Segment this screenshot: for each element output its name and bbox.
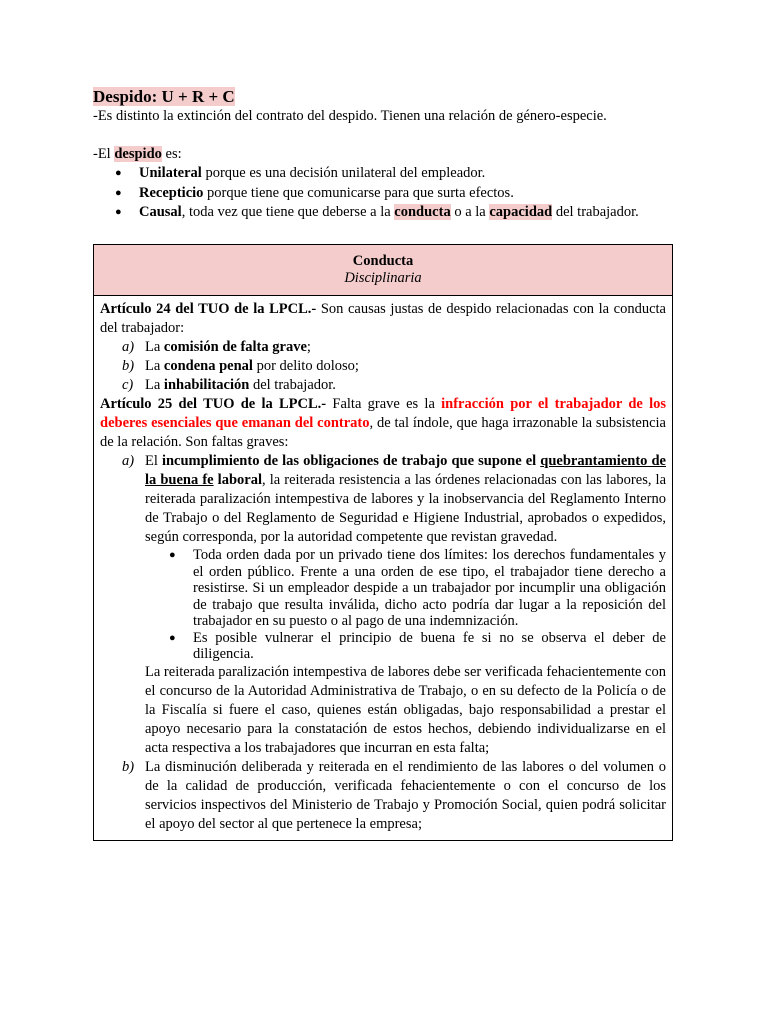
list-item: ● Recepticio porque tiene que comunicarse para que surta efectos.: [93, 184, 675, 204]
despido-bullet-list: [93, 164, 675, 223]
page-title: Despido: U + R + C: [93, 87, 235, 106]
list-item: ● Causal, toda vez que tiene que deberse a la conducta o a la capacidad del trabajador.: [93, 203, 675, 223]
table-header: [94, 245, 672, 296]
item-a-tail: La reiterada paralización intempestiva de labores debe ser verificada fehacientemente con el concurso de la Autoridad Administrativa de Trabajo, o en su defecto de la Policía o de la Fiscalía si fuere el caso, quienes están obligadas, bajo responsabilidad a prestar el apoyo necesario para la constatación de estos hechos, debiendo individualizarse en el acta respectiva a los trabajadores que incurran en esta falta;: [145, 663, 666, 756]
list-item: b) La condena penal por delito doloso;: [122, 358, 359, 374]
document-page: [93, 86, 675, 223]
art24-paragraph: Artículo 24 del TUO de la LPCL.- Son causas justas de despido relacionadas con la conducta del trabajador:: [100, 301, 666, 336]
list-item: ● Unilateral porque es una decisión unilateral del empleador.: [93, 164, 675, 184]
art25-list: [100, 452, 666, 834]
bullet-icon: ●: [115, 206, 122, 218]
list-item: c) La inhabilitación del trabajador.: [122, 377, 336, 393]
intro-line: -Es distinto la extinción del contrato del despido. Tienen una relación de género-especie.: [93, 108, 607, 124]
list-item: b) La disminución deliberada y reiterada en el rendimiento de las labores o del volumen o de la calidad de producción, verificada fehacientemente o con el concurso de los servicios inspectivos del Ministerio de Trabajo y Promoción Social, quien podrá solicitar el apoyo del sector al que pertenece la empresa;: [122, 758, 666, 832]
el-despido-line: -El despido es:: [93, 146, 182, 162]
note-list: [145, 547, 666, 663]
table-body: [94, 296, 672, 840]
bullet-icon: ●: [169, 631, 176, 644]
list-item: a) La comisión de falta grave;: [122, 339, 311, 355]
art25-paragraph: Artículo 25 del TUO de la LPCL.- Falta grave es la infracción por el trabajador de los deberes esenciales que emanan del contrato, de tal índole, que haga irrazonable la subsistencia de la relación. Son faltas graves:: [100, 396, 666, 450]
bullet-icon: ●: [169, 549, 176, 561]
note-item: ● Es posible vulnerar el principio de buena fe si no se observa el deber de diligencia.: [169, 629, 666, 662]
art24-list: [100, 338, 666, 395]
list-item: a) El incumplimiento de las obligaciones de trabajo que supone el quebrantamiento de la buena fe laboral, la reiterada resistencia a las órdenes relacionadas con las labores, la reiterada paralización intempestiva de labores y la inobservancia del Reglamento Interno de Trabajo o del Reglamento de Seguridad e Higiene Industrial, aprobados o expedidos, según corresponda, por la autoridad competente que revistan gravedad. ● Toda orden dada por un privado tiene dos límites: los derechos fundamentales y el orden público. Frente a una orden de ese tipo, el trabajador tiene derecho a resistirse. Si un empleador despide a un trabajador por incumplir una obligación de trabajo que resulta inválida, dicho acto podría dar lugar a la reposición del trabajador en su puesto o al pago de una indemnización. ● Es posible vulnerar el principio de buena fe si no se observa el deber de diligencia. La reiterada paralización intempestiva de labores debe ser verificada fehacientemente con el concurso de la Autoridad Administrativa de Trabajo, o en su defecto de la Policía o de la Fiscalía si fuere el caso, quienes están obligadas, bajo responsabilidad a prestar el apoyo necesario para la constatación de estos hechos, debiendo individualizarse en el acta respectiva a los trabajadores que incurran en esta falta;: [122, 453, 667, 756]
bullet-icon: ●: [115, 167, 122, 179]
spacer: [93, 126, 675, 145]
table-subtitle: Disciplinaria: [344, 270, 422, 286]
conducta-table: [93, 244, 673, 841]
bullet-icon: ●: [115, 186, 122, 199]
note-item: ● Toda orden dada por un privado tiene dos límites: los derechos fundamentales y el orden público. Frente a una orden de ese tipo, el trabajador tiene derecho a resistirse. Si un empleador despide a un trabajador por incumplir una obligación de trabajo que resulta inválida, dicho acto podría dar lugar a la reposición del trabajador en su puesto o al pago de una indemnización.: [169, 547, 666, 629]
table-title: Conducta: [352, 253, 414, 269]
